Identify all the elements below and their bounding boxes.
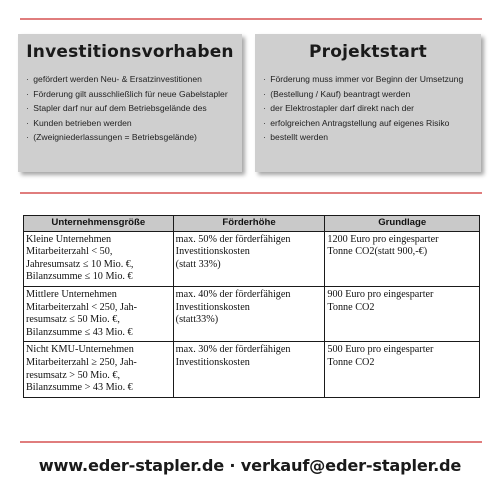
cell-line: Tonne CO2: [327, 301, 375, 313]
cell-company-size: [24, 231, 174, 286]
list-item: [26, 116, 234, 131]
cell-line: max. 50% der förderfähigen: [175, 233, 291, 245]
table-row: [24, 342, 480, 397]
cell-line: (statt 33%): [175, 258, 221, 270]
list-item: [26, 101, 234, 116]
header-funding-amount: Förderhöhe: [173, 216, 325, 232]
bullet-icon: ·: [26, 117, 29, 128]
cell-line: resumsatz > 50 Mio. €,: [26, 369, 121, 381]
cell-line: 1200 Euro pro eingesparter: [327, 233, 439, 245]
bullet-icon: ·: [26, 74, 29, 84]
cell-line: Jahresumsatz ≤ 10 Mio. €,: [26, 258, 134, 270]
cell-basis: [325, 231, 480, 286]
cell-basis: [325, 342, 480, 397]
bottom-divider: [20, 441, 482, 443]
cell-line: Investitionskosten: [175, 356, 250, 368]
list-item: [263, 116, 473, 131]
cell-funding-amount: [173, 231, 325, 286]
table-row: [24, 231, 480, 286]
cell-funding-amount: [173, 342, 325, 397]
cell-company-size: [24, 342, 174, 397]
bullet-icon: ·: [26, 103, 29, 113]
cell-line: Nicht KMU-Unternehmen: [26, 344, 134, 356]
cell-line: Tonne CO2: [327, 356, 375, 368]
funding-table: [23, 215, 480, 398]
cell-line: 900 Euro pro eingesparter: [327, 288, 434, 300]
bullet-icon: ·: [26, 88, 29, 99]
bullet-icon: ·: [263, 88, 266, 99]
cell-line: Mitarbeiterzahl < 250, Jah-: [26, 301, 137, 313]
cell-line: resumsatz ≤ 50 Mio. €,: [26, 314, 120, 326]
list-item-text: Stapler darf nur auf dem Betriebsgelände des: [33, 103, 207, 113]
cell-basis: [325, 286, 480, 341]
cell-line: Bilanzsumme > 43 Mio. €: [26, 382, 133, 394]
cell-line: Investitionskosten: [175, 246, 250, 258]
top-divider: [20, 18, 482, 20]
cell-line: Mitarbeiterzahl < 50,: [26, 246, 113, 258]
cell-line: max. 30% der förderfähigen: [175, 344, 291, 356]
list-item-text: Kunden betrieben werden: [33, 117, 132, 128]
cell-line: Bilanzsumme ≤ 10 Mio. €: [26, 271, 133, 283]
cell-line: Bilanzsumme ≤ 43 Mio. €: [26, 326, 133, 338]
bullet-icon: ·: [26, 132, 29, 142]
bullet-icon: ·: [263, 132, 266, 142]
list-item-text: gefördert werden Neu- & Ersatzinvestitionen: [33, 74, 202, 84]
cell-company-size: [24, 286, 174, 341]
cell-line: Mitarbeiterzahl ≥ 250, Jah-: [26, 356, 137, 368]
bullet-icon: ·: [263, 74, 266, 84]
cell-funding-amount: [173, 286, 325, 341]
card-projektstart: [255, 34, 481, 172]
cell-line: 500 Euro pro eingesparter: [327, 344, 434, 356]
card-investitionsvorhaben: [18, 34, 242, 172]
header-company-size: Unternehmensgröße: [24, 216, 174, 232]
cell-line: (statt33%): [175, 314, 219, 326]
middle-divider: [20, 192, 482, 194]
list-item: [26, 72, 234, 87]
list-item-text: der Elektrostapler darf direkt nach der: [270, 103, 415, 113]
cell-line: Mittlere Unternehmen: [26, 288, 117, 300]
list-item: [263, 101, 473, 116]
cell-line: Tonne CO2(statt 900,-€): [327, 246, 428, 258]
card-list: [26, 72, 234, 145]
cell-line: max. 40% der förderfähigen: [175, 288, 291, 300]
list-item: [26, 87, 234, 102]
list-item-text: (Zweigniederlassungen = Betriebsgelände): [33, 132, 197, 142]
list-item-text: erfolgreichen Antragstellung auf eigenes Risiko: [270, 117, 450, 128]
list-item-text: bestellt werden: [270, 132, 329, 142]
table-header-row: [24, 216, 480, 232]
table-row: [24, 286, 480, 341]
list-item: [263, 130, 473, 145]
list-item-text: Förderung muss immer vor Beginn der Umsetzung: [270, 74, 464, 84]
bullet-icon: ·: [263, 103, 266, 113]
card-list: [263, 72, 473, 145]
header-basis: Grundlage: [325, 216, 480, 232]
list-item: [263, 72, 473, 87]
cell-line: Investitionskosten: [175, 301, 250, 313]
footer-contact: www.eder-stapler.de · verkauf@eder-stapler.de: [38, 456, 462, 475]
list-item-text: Förderung gilt ausschließlich für neue Gabelstapler: [33, 88, 228, 99]
bullet-icon: ·: [263, 117, 266, 128]
list-item: [26, 130, 234, 145]
card-title: Projektstart: [309, 42, 427, 62]
list-item-text: (Bestellung / Kauf) beantragt werden: [270, 88, 411, 99]
cell-line: Kleine Unternehmen: [26, 233, 112, 245]
card-title: Investitionsvorhaben: [26, 42, 234, 62]
list-item: [263, 87, 473, 102]
